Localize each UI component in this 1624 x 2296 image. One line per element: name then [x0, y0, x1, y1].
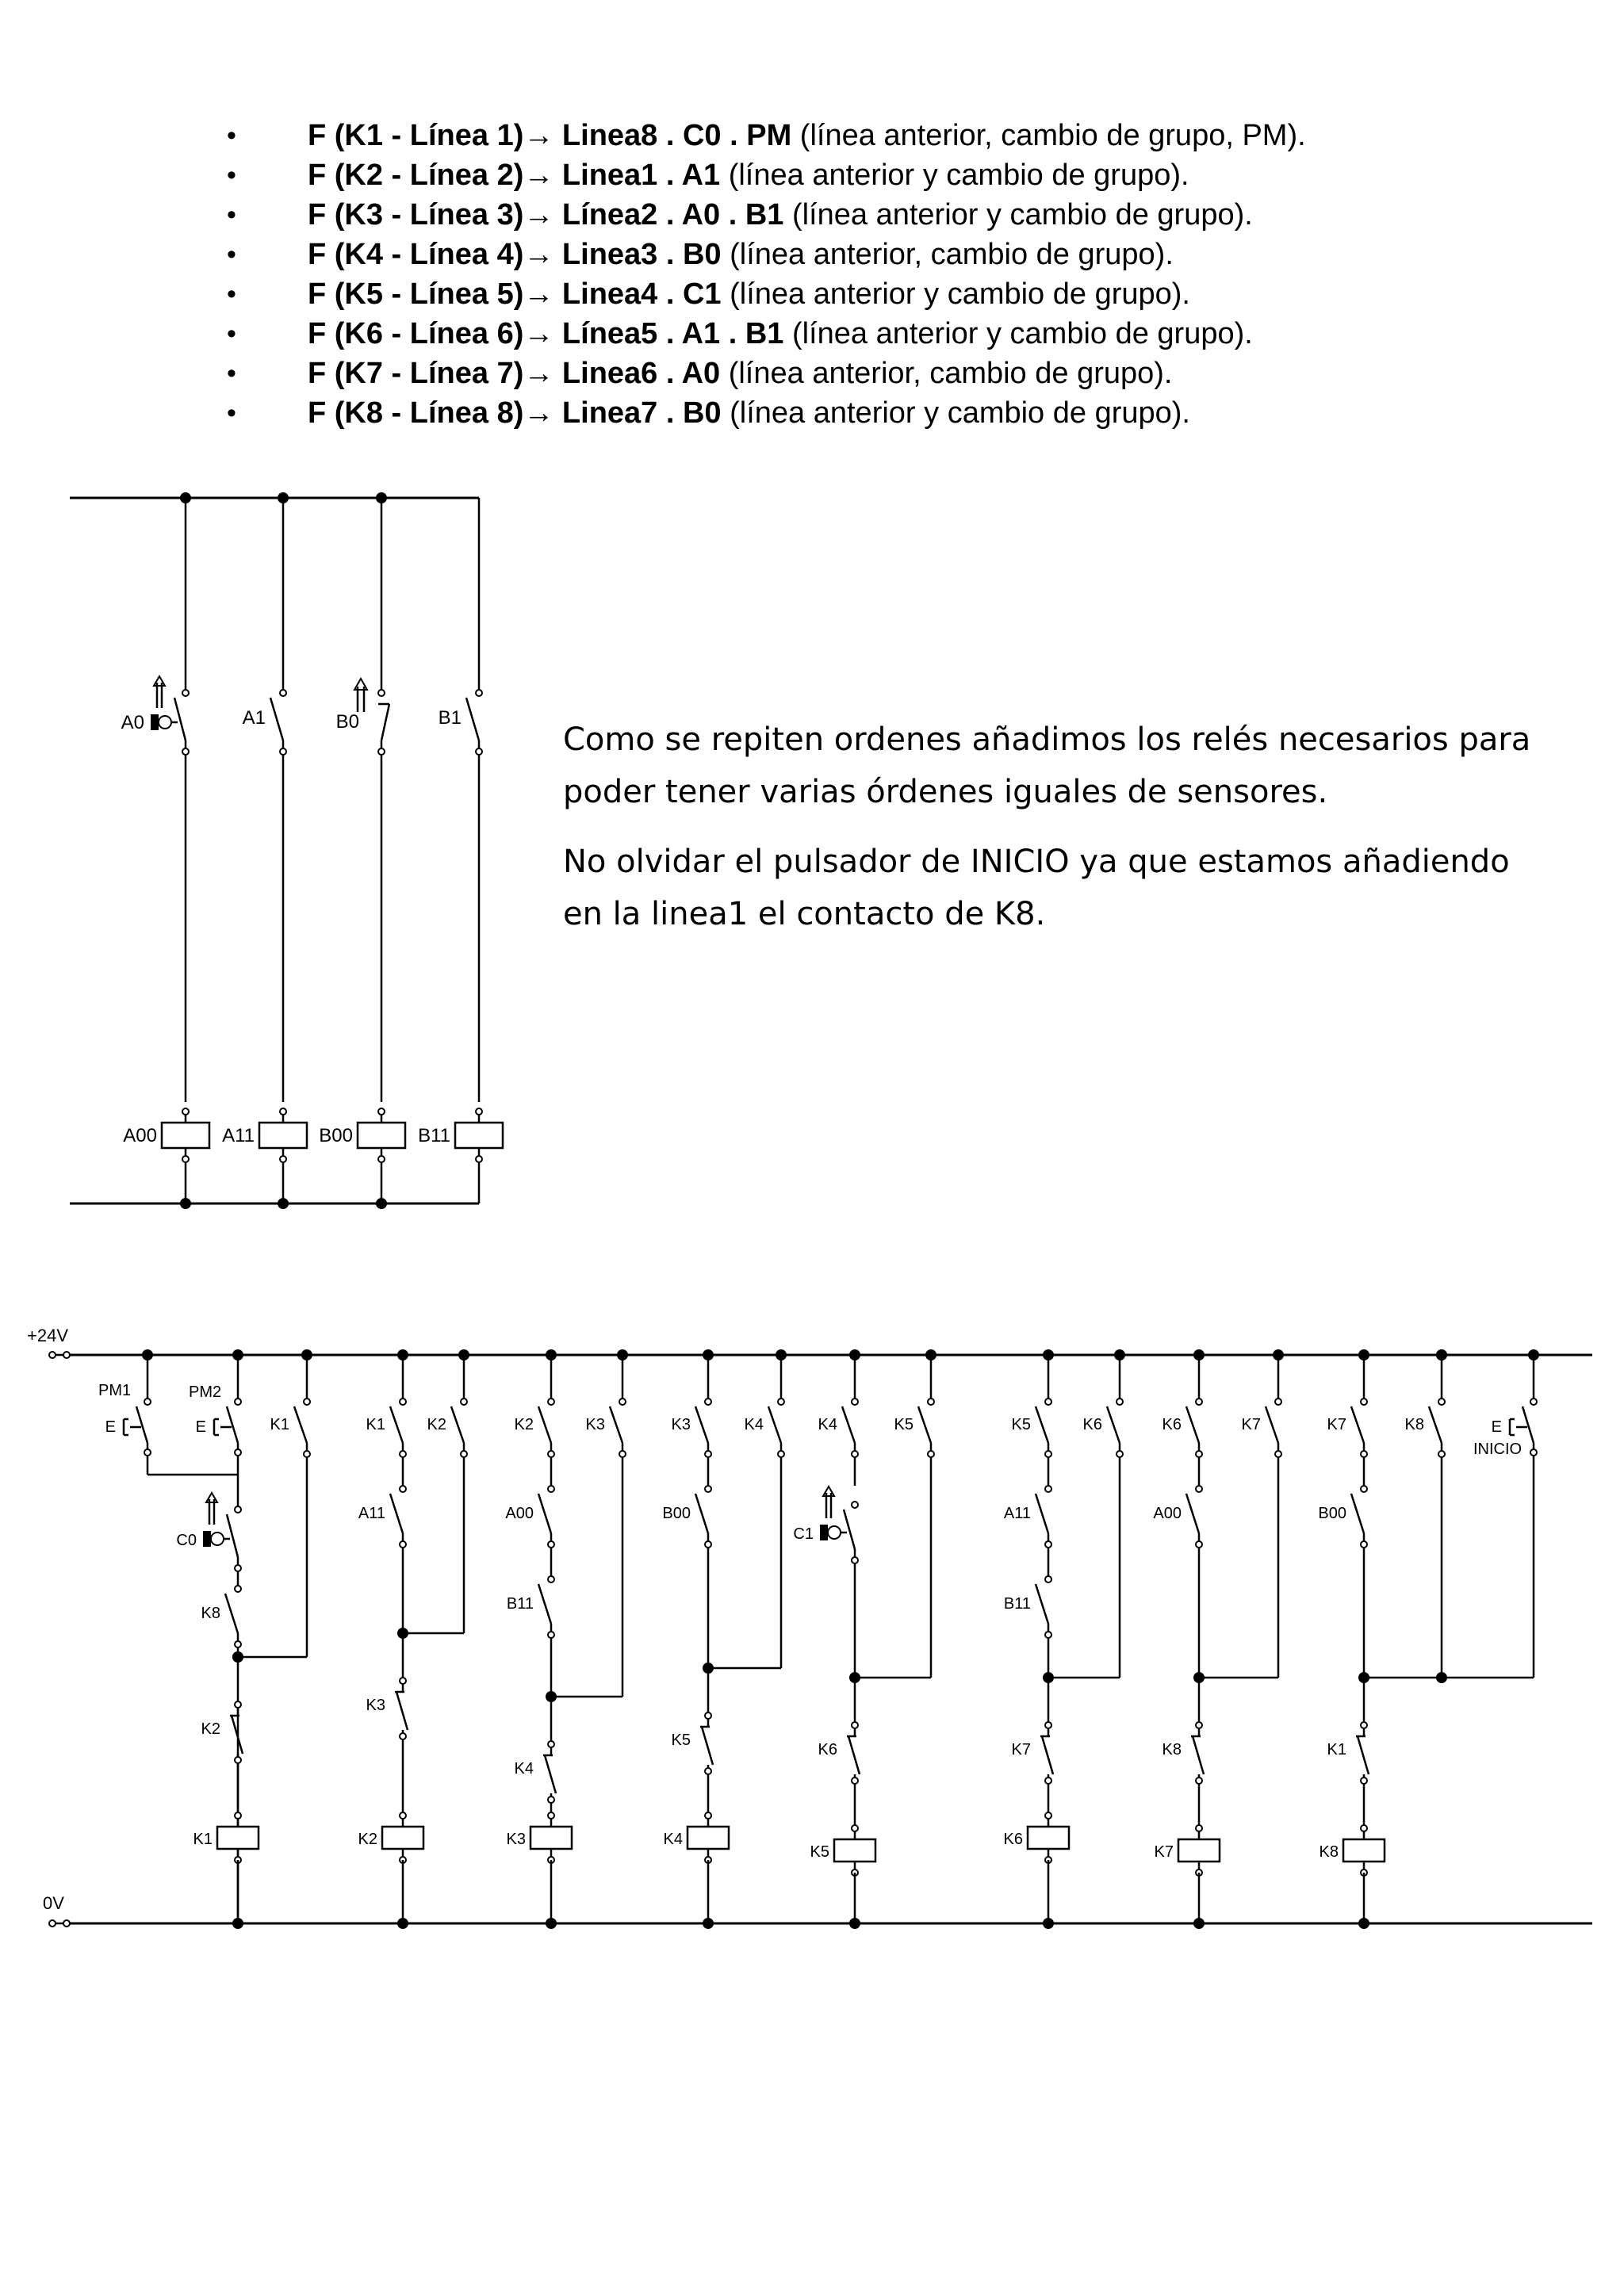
supply-label: +24V [27, 1326, 68, 1345]
junction-dot [849, 1918, 860, 1929]
terminal [1045, 1576, 1051, 1582]
contact-blade [136, 1406, 147, 1443]
terminal [1361, 1486, 1367, 1492]
terminal [548, 1797, 554, 1803]
contact-blade [1522, 1406, 1534, 1443]
terminal [778, 1451, 784, 1457]
terminal [548, 1451, 554, 1457]
terminal [619, 1399, 626, 1405]
button-label: PM2 [189, 1383, 222, 1401]
contact-label: K7 [1327, 1416, 1346, 1433]
contact-label: K4 [818, 1416, 837, 1433]
contact-label: K2 [514, 1416, 534, 1433]
terminal [400, 1451, 406, 1457]
terminal [235, 1449, 241, 1456]
note-paragraph: Como se repiten ordenes añadimos los relés necesarios para poder tener varias órdenes iguales de sensores. [563, 721, 1531, 810]
sensor-label: B0 [335, 711, 359, 733]
rule-rest: (línea anterior, cambio de grupo, PM). [791, 119, 1306, 152]
contact-label: K2 [201, 1720, 220, 1738]
terminal [1196, 1451, 1202, 1457]
junction-dot [1043, 1918, 1054, 1929]
terminal [778, 1399, 784, 1405]
sensor-arrow-head [823, 1487, 834, 1496]
terminal [49, 1920, 56, 1927]
contact-blade [695, 1494, 708, 1533]
contact-blade [1193, 1736, 1204, 1774]
contact-blade [1351, 1406, 1364, 1443]
sensor-wheel [211, 1533, 224, 1545]
contact-label: K5 [1011, 1416, 1031, 1433]
junction-dot [703, 1918, 714, 1929]
coil-label: A11 [222, 1125, 255, 1146]
relay-coil [834, 1839, 875, 1862]
terminal [304, 1451, 310, 1457]
coil-label: K7 [1154, 1843, 1174, 1861]
sensor-label: A0 [121, 712, 144, 733]
terminal [400, 1399, 406, 1405]
terminal [400, 1812, 406, 1819]
terminal [1275, 1451, 1281, 1457]
terminal [1438, 1451, 1445, 1457]
contact-blade [390, 1494, 403, 1533]
terminal [1196, 1541, 1202, 1548]
contact-label: B00 [1318, 1505, 1346, 1522]
contact-label: K3 [671, 1416, 691, 1433]
contact-label: A11 [358, 1505, 385, 1522]
terminal [548, 1399, 554, 1405]
contact-label: K6 [818, 1741, 837, 1758]
sensor-roller [203, 1531, 211, 1547]
coil-label: K3 [506, 1831, 526, 1848]
terminal [705, 1541, 711, 1548]
coil-label: K2 [358, 1831, 377, 1848]
contact-label: K6 [1162, 1416, 1182, 1433]
junction-dot [1436, 1672, 1447, 1683]
rule-rest: (línea anterior, cambio de grupo). [721, 238, 1174, 271]
terminal [461, 1451, 467, 1457]
terminal [144, 1449, 151, 1456]
contact-label: B11 [1003, 1595, 1031, 1613]
terminal [235, 1506, 241, 1513]
terminal [49, 1352, 56, 1358]
contact-blade [225, 1594, 238, 1633]
terminal [548, 1541, 554, 1548]
junction-dot [1436, 1349, 1447, 1360]
terminal [852, 1451, 858, 1457]
rule-bold: F (K7 - Línea 7)→ Linea6 . A0 [308, 357, 721, 390]
terminal [400, 1541, 406, 1548]
terminal [1045, 1722, 1051, 1728]
contact-label: K4 [744, 1416, 764, 1433]
terminal [1196, 1399, 1202, 1405]
contact-blade [1042, 1736, 1053, 1774]
contact-blade [1429, 1406, 1442, 1443]
contact-label: K8 [1404, 1416, 1424, 1433]
terminal [705, 1451, 711, 1457]
terminal [548, 1741, 554, 1747]
terminal [1361, 1451, 1367, 1457]
sensor-wheel [828, 1526, 841, 1539]
contact-blade [848, 1736, 860, 1774]
contact-label: B11 [506, 1595, 534, 1613]
contact-blade [1266, 1406, 1278, 1443]
contact-label: B1 [438, 707, 462, 729]
contact-label: B00 [662, 1505, 691, 1522]
terminal [705, 1486, 711, 1492]
terminal [304, 1399, 310, 1405]
terminal [1361, 1541, 1367, 1548]
button-label: E [1491, 1418, 1502, 1436]
coil-label: K8 [1319, 1843, 1339, 1861]
contact-label: A11 [1003, 1505, 1031, 1522]
contact-label: K8 [1162, 1741, 1182, 1758]
terminal [1196, 1486, 1202, 1492]
terminal [1530, 1399, 1537, 1405]
terminal [548, 1812, 554, 1819]
contact-blade [227, 1514, 238, 1557]
contact-blade [1351, 1494, 1364, 1533]
terminal [1045, 1399, 1051, 1405]
terminal [852, 1557, 858, 1563]
rule-rest: (línea anterior, cambio de grupo). [720, 357, 1173, 390]
terminal [1530, 1449, 1537, 1456]
button-label: PM1 [98, 1382, 132, 1399]
contact-label: A00 [1153, 1505, 1182, 1522]
terminal [63, 1352, 70, 1358]
contact-label: K7 [1011, 1741, 1031, 1758]
contact-blade [538, 1406, 551, 1443]
rule-bold: F (K2 - Línea 2)→ Linea1 . A1 [308, 159, 721, 192]
terminal [1361, 1722, 1367, 1728]
rule-rest: (línea anterior y cambio de grupo). [721, 396, 1190, 430]
coil-label: K4 [663, 1831, 683, 1848]
contact-blade [538, 1584, 551, 1624]
terminal [235, 1812, 241, 1819]
relay-coil [1343, 1839, 1385, 1862]
terminal [705, 1399, 711, 1405]
terminal [235, 1565, 241, 1571]
contact-label: K6 [1082, 1416, 1102, 1433]
note-paragraph: No olvidar el pulsador de INICIO ya que estamos añadiendo en la linea1 el contacto de K8. [563, 844, 1510, 932]
rule-bold: F (K8 - Línea 8)→ Linea7 . B0 [308, 396, 722, 430]
rule-rest: (línea anterior y cambio de grupo). [783, 198, 1253, 232]
contact-label: K3 [585, 1416, 605, 1433]
terminal [852, 1825, 858, 1831]
terminal [852, 1399, 858, 1405]
contact-blade [842, 1406, 855, 1443]
contact-blade [1358, 1736, 1369, 1774]
terminal [928, 1399, 934, 1405]
contact-label: K5 [894, 1416, 914, 1433]
terminal [548, 1576, 554, 1582]
coil-label: K1 [193, 1831, 213, 1848]
contact-blade [918, 1406, 931, 1443]
contact-blade [545, 1755, 556, 1793]
coil-label: A00 [123, 1125, 157, 1146]
terminal [1361, 1777, 1367, 1784]
contact-label: A00 [505, 1505, 534, 1522]
terminal [852, 1777, 858, 1784]
contact-blade [451, 1406, 464, 1443]
terminal [1196, 1825, 1202, 1831]
rule-bold: F (K6 - Línea 6)→ Línea5 . A1 . B1 [308, 317, 784, 350]
terminal [400, 1733, 406, 1739]
terminal [1438, 1399, 1445, 1405]
terminal [548, 1486, 554, 1492]
rule-bold: F (K4 - Línea 4)→ Linea3 . B0 [308, 238, 722, 271]
junction-dot [546, 1918, 557, 1929]
contact-blade [1186, 1406, 1199, 1443]
terminal [400, 1486, 406, 1492]
contact-blade [844, 1510, 855, 1549]
terminal [235, 1757, 241, 1763]
contact-blade [1036, 1584, 1048, 1624]
contact-label: K2 [427, 1416, 446, 1433]
contact-label: K8 [201, 1605, 220, 1622]
contact-blade [768, 1406, 781, 1443]
contact-blade [1036, 1494, 1048, 1533]
terminal [705, 1768, 711, 1774]
terminal [1116, 1399, 1123, 1405]
terminal [1045, 1486, 1051, 1492]
contact-blade [1186, 1494, 1199, 1533]
contact-label: K7 [1241, 1416, 1261, 1433]
terminal [235, 1399, 241, 1405]
terminal [619, 1451, 626, 1457]
terminal [928, 1451, 934, 1457]
sensor-label: C1 [793, 1525, 814, 1543]
terminal [852, 1722, 858, 1728]
terminal [400, 1678, 406, 1684]
contact-blade [702, 1727, 713, 1765]
terminal [1116, 1451, 1123, 1457]
terminal [461, 1399, 467, 1405]
relay-coil [1178, 1839, 1220, 1862]
contact-blade [396, 1692, 408, 1730]
rule-rest: (línea anterior y cambio de grupo). [720, 159, 1189, 192]
rule-bold: F (K3 - Línea 3)→ Línea2 . A0 . B1 [308, 198, 784, 232]
terminal [1045, 1812, 1051, 1819]
terminal [1196, 1777, 1202, 1784]
contact-label: K5 [671, 1732, 691, 1749]
terminal [1361, 1399, 1367, 1405]
contact-label: K1 [366, 1416, 385, 1433]
junction-dot [1193, 1918, 1205, 1929]
coil-label: K5 [810, 1843, 829, 1861]
terminal [1045, 1541, 1051, 1548]
contact-blade [695, 1406, 708, 1443]
contact-blade [538, 1494, 551, 1533]
relay-coil [688, 1827, 729, 1849]
contact-label: K4 [514, 1760, 534, 1777]
coil-label: B11 [418, 1125, 450, 1146]
terminal [235, 1701, 241, 1708]
junction-dot [397, 1918, 408, 1929]
contact-label: K3 [366, 1697, 385, 1714]
terminal [1045, 1632, 1051, 1638]
terminal [63, 1920, 70, 1927]
button-label: E [105, 1418, 116, 1436]
coil-label: B00 [319, 1125, 353, 1146]
contact-label: K1 [270, 1416, 289, 1433]
terminal [852, 1502, 858, 1508]
terminal [1045, 1451, 1051, 1457]
relay-coil [530, 1827, 572, 1849]
rule-rest: (línea anterior y cambio de grupo). [783, 317, 1253, 350]
relay-coil [382, 1827, 423, 1849]
terminal [1045, 1777, 1051, 1784]
contact-blade [390, 1406, 403, 1443]
ground-label: 0V [43, 1893, 64, 1913]
sensor-label: C0 [176, 1532, 197, 1549]
coil-label: K6 [1003, 1831, 1023, 1848]
rule-rest: (línea anterior y cambio de grupo). [721, 277, 1190, 311]
terminal [705, 1812, 711, 1819]
sensor-roller [820, 1525, 828, 1540]
contact-blade [227, 1406, 238, 1443]
contact-blade [294, 1406, 307, 1443]
terminal [548, 1632, 554, 1638]
junction-dot [232, 1918, 243, 1929]
contact-label: K1 [1327, 1741, 1346, 1758]
rule-bold: F (K1 - Línea 1)→ Linea8 . C0 . PM [308, 119, 792, 152]
rule-bold: F (K5 - Línea 5)→ Linea4 . C1 [308, 277, 722, 311]
sensor-arrow-head [206, 1493, 217, 1502]
terminal [144, 1399, 151, 1405]
terminal [235, 1641, 241, 1647]
button-label: E [195, 1418, 206, 1436]
contact-label: A1 [242, 707, 266, 729]
junction-dot [1358, 1918, 1369, 1929]
relay-coil [1028, 1827, 1069, 1849]
contact-blade [610, 1406, 622, 1443]
terminal [705, 1712, 711, 1719]
terminal [235, 1586, 241, 1592]
button-label: INICIO [1473, 1441, 1522, 1458]
junction-dot [232, 1651, 243, 1663]
terminal [1196, 1722, 1202, 1728]
relay-coil [217, 1827, 259, 1849]
contact-blade [1107, 1406, 1120, 1443]
contact-blade [1036, 1406, 1048, 1443]
terminal [1275, 1399, 1281, 1405]
terminal [1361, 1825, 1367, 1831]
